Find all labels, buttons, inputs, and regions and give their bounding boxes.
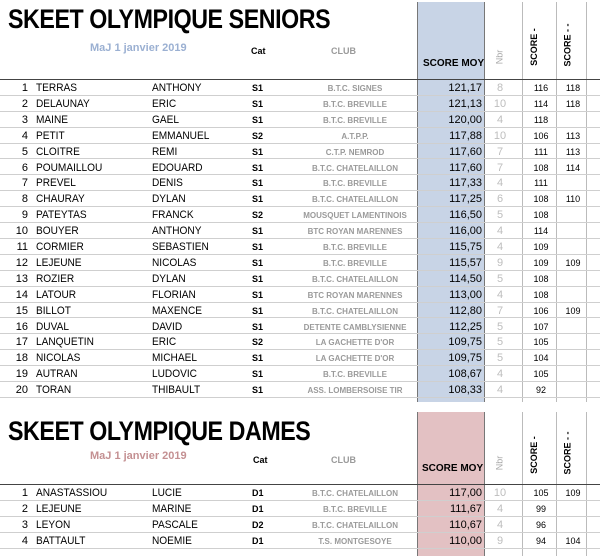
club-cell: B.T.C. CHATELAILLON bbox=[311, 274, 399, 284]
rank-cell: 16 bbox=[15, 320, 28, 333]
prenom-cell: NICOLAS bbox=[152, 256, 197, 269]
score-minus-cell: 116 bbox=[533, 83, 549, 93]
seniors-table-row bbox=[0, 175, 600, 191]
nom-cell: LANQUETIN bbox=[36, 336, 94, 349]
score-minus-minus-cell: 113 bbox=[565, 130, 581, 141]
cat-cell: D1 bbox=[252, 504, 264, 514]
prenom-cell: DYLAN bbox=[152, 193, 186, 206]
prenom-cell: SEBASTIEN bbox=[152, 241, 209, 253]
score-minus-minus-cell: 109 bbox=[565, 257, 581, 268]
cat-cell: S1 bbox=[252, 98, 264, 109]
score-minus-cell: 104 bbox=[533, 353, 549, 364]
nbr-cell: 5 bbox=[496, 209, 504, 222]
prenom-cell: THIBAULT bbox=[152, 384, 201, 397]
nom-cell: PETIT bbox=[36, 129, 65, 142]
rank-cell: 20 bbox=[15, 384, 28, 397]
nbr-cell: 4 bbox=[496, 288, 504, 301]
club-cell: T.S. MONTGESOYE bbox=[318, 537, 392, 546]
seniors-table-row bbox=[0, 287, 600, 303]
rank-cell: 17 bbox=[15, 336, 28, 349]
cat-cell: S1 bbox=[252, 321, 264, 332]
score-moy-cell: 111,67 bbox=[449, 503, 482, 515]
prenom-cell: MAXENCE bbox=[152, 304, 203, 317]
prenom-cell: GAEL bbox=[152, 113, 180, 126]
nom-cell: CORMIER bbox=[36, 241, 84, 253]
nom-cell: BILLOT bbox=[36, 304, 71, 317]
nbr-cell: 5 bbox=[496, 336, 504, 349]
seniors-header-score-moy: SCORE MOY bbox=[423, 58, 485, 69]
club-cell: B.T.C. BREVILLE bbox=[322, 243, 387, 252]
score-minus-cell: 105 bbox=[533, 369, 549, 380]
seniors-table-row bbox=[0, 334, 600, 350]
nbr-cell: 4 bbox=[496, 503, 504, 515]
prenom-cell: DAVID bbox=[152, 320, 183, 333]
nbr-cell: 5 bbox=[496, 352, 504, 365]
club-cell: B.T.C. BREVILLE bbox=[322, 179, 387, 189]
nbr-cell: 7 bbox=[496, 145, 504, 158]
rank-cell: 1 bbox=[21, 487, 28, 499]
score-moy-cell: 112,80 bbox=[449, 304, 482, 317]
rank-cell: 13 bbox=[15, 272, 28, 285]
score-minus-cell: 109 bbox=[533, 242, 549, 252]
seniors-table-row bbox=[0, 382, 600, 398]
seniors-table-row bbox=[0, 144, 600, 160]
nom-cell: PATEYTAS bbox=[36, 209, 87, 222]
cat-cell: D1 bbox=[252, 536, 264, 546]
club-cell: C.T.P. NEMROD bbox=[325, 147, 385, 157]
nom-cell: LATOUR bbox=[36, 288, 77, 301]
seniors-table-row bbox=[0, 223, 600, 239]
seniors-header-club: CLUB bbox=[331, 46, 356, 56]
score-moy-cell: 116,00 bbox=[449, 225, 482, 238]
prenom-cell: DENIS bbox=[152, 177, 183, 190]
prenom-cell: LUDOVIC bbox=[152, 368, 197, 381]
prenom-cell: DYLAN bbox=[152, 272, 186, 285]
dames-table-row bbox=[0, 533, 600, 549]
cat-cell: S1 bbox=[252, 289, 264, 300]
seniors-table-row bbox=[0, 112, 600, 128]
club-cell: B.T.C. CHATELAILLON bbox=[311, 521, 399, 530]
score-minus-minus-cell: 104 bbox=[565, 536, 581, 546]
seniors-table-row bbox=[0, 191, 600, 207]
cat-cell: S2 bbox=[252, 210, 264, 221]
nbr-cell: 5 bbox=[496, 320, 504, 333]
club-cell: LA GACHETTE D'OR bbox=[315, 338, 395, 348]
score-moy-cell: 115,57 bbox=[449, 256, 482, 269]
score-minus-cell: 111 bbox=[534, 146, 548, 157]
score-minus-cell: 111 bbox=[534, 178, 548, 189]
club-cell: DETENTE CAMBLYSIENNE bbox=[303, 322, 407, 332]
score-moy-cell: 116,50 bbox=[449, 209, 482, 222]
score-minus-minus-cell: 118 bbox=[565, 98, 581, 109]
score-minus-cell: 108 bbox=[533, 162, 549, 173]
rank-cell: 2 bbox=[21, 503, 28, 515]
score-moy-cell: 109,75 bbox=[448, 336, 482, 349]
row-divider bbox=[0, 397, 600, 398]
club-cell: B.T.C. CHATELAILLON bbox=[311, 163, 399, 173]
rank-cell: 14 bbox=[15, 288, 28, 301]
seniors-table-row bbox=[0, 128, 600, 144]
nom-cell: PREVEL bbox=[36, 177, 76, 190]
dames-table-row bbox=[0, 517, 600, 533]
rank-cell: 5 bbox=[21, 145, 28, 158]
cat-cell: S1 bbox=[252, 385, 264, 396]
nbr-cell: 10 bbox=[493, 487, 507, 499]
nom-cell: NICOLAS bbox=[36, 352, 81, 365]
nom-cell: TERRAS bbox=[36, 82, 78, 94]
seniors-table-row bbox=[0, 207, 600, 223]
dames-table-row bbox=[0, 485, 600, 501]
cat-cell: S1 bbox=[252, 178, 264, 189]
nom-cell: DELAUNAY bbox=[36, 97, 90, 110]
dames-update-date: MaJ 1 janvier 2019 bbox=[90, 450, 187, 462]
score-moy-cell: 114,50 bbox=[449, 272, 482, 285]
score-moy-cell: 110,67 bbox=[449, 519, 482, 531]
nom-cell: LEYON bbox=[36, 519, 71, 531]
seniors-header-score-minus-minus: SCORE - - bbox=[562, 23, 573, 67]
rank-cell: 18 bbox=[15, 352, 28, 365]
club-cell: B.T.C. BREVILLE bbox=[322, 370, 387, 380]
prenom-cell: ANTHONY bbox=[152, 225, 202, 238]
prenom-cell: MICHAEL bbox=[152, 352, 197, 365]
score-moy-cell: 117,60 bbox=[449, 161, 482, 174]
score-minus-cell: 106 bbox=[533, 305, 549, 316]
rank-cell: 2 bbox=[21, 97, 28, 110]
nbr-cell: 8 bbox=[496, 82, 504, 94]
club-cell: B.T.C. BREVILLE bbox=[322, 505, 387, 514]
score-minus-cell: 109 bbox=[533, 257, 549, 268]
nbr-cell: 10 bbox=[493, 129, 507, 142]
seniors-table-row bbox=[0, 303, 600, 319]
dames-header-score-minus: SCORE - bbox=[528, 436, 539, 474]
club-cell: B.T.C. CHATELAILLON bbox=[311, 489, 399, 498]
cat-cell: D1 bbox=[252, 488, 264, 498]
cat-cell: S1 bbox=[252, 226, 264, 237]
dames-section bbox=[0, 410, 600, 556]
club-cell: B.T.C. CHATELAILLON bbox=[311, 306, 399, 316]
nbr-cell: 5 bbox=[496, 272, 504, 285]
score-minus-minus-cell: 109 bbox=[565, 488, 581, 498]
prenom-cell: FRANCK bbox=[152, 209, 194, 222]
cat-cell: S1 bbox=[252, 353, 264, 364]
club-cell: LA GACHETTE D'OR bbox=[315, 354, 395, 364]
score-minus-cell: 94 bbox=[535, 536, 546, 546]
cat-cell: S1 bbox=[252, 273, 264, 284]
prenom-cell: FLORIAN bbox=[152, 288, 196, 301]
nom-cell: DUVAL bbox=[36, 320, 70, 333]
seniors-update-date: MaJ 1 janvier 2019 bbox=[90, 42, 187, 54]
seniors-table-row bbox=[0, 319, 600, 335]
seniors-table-row bbox=[0, 80, 600, 96]
seniors-header-nbr: Nbr bbox=[494, 49, 505, 65]
score-minus-cell: 96 bbox=[535, 520, 546, 530]
score-moy-cell: 117,88 bbox=[449, 129, 482, 142]
seniors-table-row bbox=[0, 160, 600, 176]
prenom-cell: REMI bbox=[152, 145, 178, 158]
prenom-cell: MARINE bbox=[152, 503, 192, 515]
nbr-cell: 6 bbox=[496, 193, 504, 206]
seniors-title: SKEET OLYMPIQUE SENIORS bbox=[8, 4, 331, 34]
score-minus-cell: 114 bbox=[533, 98, 549, 109]
score-moy-cell: 108,67 bbox=[448, 368, 482, 381]
score-moy-cell: 117,25 bbox=[449, 193, 482, 206]
seniors-header-score-minus: SCORE - bbox=[528, 28, 539, 66]
cat-cell: S1 bbox=[252, 242, 264, 252]
rank-cell: 3 bbox=[21, 519, 28, 531]
nbr-cell: 10 bbox=[493, 97, 507, 110]
rank-cell: 3 bbox=[21, 113, 28, 126]
cat-cell: S1 bbox=[252, 83, 264, 93]
nbr-cell: 7 bbox=[496, 161, 504, 174]
rank-cell: 1 bbox=[21, 82, 28, 94]
nom-cell: POUMAILLOU bbox=[36, 161, 103, 174]
score-minus-cell: 105 bbox=[533, 488, 549, 498]
score-minus-cell: 108 bbox=[533, 194, 549, 205]
cat-cell: S2 bbox=[252, 337, 264, 348]
club-cell: B.T.C. BREVILLE bbox=[322, 115, 387, 125]
score-minus-cell: 106 bbox=[533, 130, 549, 141]
nbr-cell: 4 bbox=[496, 113, 504, 126]
nbr-cell: 4 bbox=[496, 241, 504, 253]
score-moy-cell: 110,00 bbox=[449, 535, 482, 547]
cat-cell: S1 bbox=[252, 369, 264, 380]
dames-title: SKEET OLYMPIQUE DAMES bbox=[8, 416, 311, 446]
score-minus-minus-cell: 113 bbox=[565, 146, 581, 157]
nbr-cell: 9 bbox=[496, 535, 504, 547]
prenom-cell: ERIC bbox=[152, 97, 177, 110]
rank-cell: 4 bbox=[21, 129, 28, 142]
club-cell: BTC ROYAN MARENNES bbox=[307, 227, 403, 237]
club-cell: B.T.C. BREVILLE bbox=[322, 258, 387, 268]
nom-cell: LEJEUNE bbox=[36, 256, 82, 269]
prenom-cell: NOEMIE bbox=[152, 535, 192, 547]
score-minus-cell: 108 bbox=[533, 289, 549, 300]
score-minus-minus-cell: 114 bbox=[565, 162, 581, 173]
nom-cell: TORAN bbox=[36, 384, 72, 397]
score-minus-cell: 92 bbox=[535, 385, 546, 396]
row-divider bbox=[0, 548, 600, 549]
rank-cell: 10 bbox=[15, 225, 28, 238]
nom-cell: LEJEUNE bbox=[36, 503, 82, 515]
rank-cell: 15 bbox=[15, 304, 28, 317]
score-moy-cell: 112,25 bbox=[449, 320, 482, 333]
rank-cell: 19 bbox=[15, 368, 28, 381]
score-minus-cell: 118 bbox=[533, 114, 549, 125]
score-moy-cell: 108,33 bbox=[448, 384, 482, 397]
rank-cell: 8 bbox=[21, 193, 28, 206]
rank-cell: 11 bbox=[16, 241, 28, 253]
nom-cell: ANASTASSIOU bbox=[36, 487, 108, 499]
nbr-cell: 4 bbox=[496, 177, 504, 190]
cat-cell: S2 bbox=[252, 130, 264, 141]
prenom-cell: LUCIE bbox=[152, 487, 182, 499]
score-minus-cell: 108 bbox=[533, 273, 549, 284]
club-cell: B.T.C. CHATELAILLON bbox=[311, 195, 399, 205]
score-minus-minus-cell: 118 bbox=[565, 83, 581, 93]
club-cell: BTC ROYAN MARENNES bbox=[307, 290, 403, 300]
rank-cell: 9 bbox=[21, 209, 28, 222]
score-minus-cell: 105 bbox=[533, 337, 549, 348]
nom-cell: AUTRAN bbox=[36, 368, 78, 381]
seniors-table-row bbox=[0, 271, 600, 287]
seniors-header-cat: Cat bbox=[251, 46, 266, 56]
score-moy-cell: 121,13 bbox=[448, 97, 482, 110]
cat-cell: S1 bbox=[252, 257, 264, 268]
club-cell: B.T.C. BREVILLE bbox=[322, 99, 387, 109]
score-minus-minus-cell: 109 bbox=[565, 305, 581, 316]
club-cell: ASS. LOMBERSOISE TIR bbox=[307, 386, 403, 396]
score-moy-cell: 121,17 bbox=[448, 82, 482, 94]
nbr-cell: 9 bbox=[496, 256, 504, 269]
score-moy-cell: 120,00 bbox=[448, 113, 482, 126]
score-minus-cell: 107 bbox=[533, 321, 549, 332]
prenom-cell: ANTHONY bbox=[152, 82, 202, 94]
nom-cell: BATTAULT bbox=[36, 535, 86, 547]
prenom-cell: PASCALE bbox=[152, 519, 198, 531]
club-cell: B.T.C. SIGNES bbox=[327, 84, 383, 93]
rank-cell: 12 bbox=[15, 256, 28, 269]
cat-cell: D2 bbox=[252, 520, 264, 530]
dames-header-nbr: Nbr bbox=[494, 455, 505, 471]
score-minus-cell: 114 bbox=[533, 226, 549, 237]
cat-cell: S1 bbox=[252, 162, 264, 173]
score-moy-cell: 117,00 bbox=[449, 487, 482, 499]
prenom-cell: EMMANUEL bbox=[152, 129, 210, 142]
nom-cell: MAINE bbox=[36, 113, 69, 126]
prenom-cell: ERIC bbox=[152, 336, 177, 349]
nbr-cell: 4 bbox=[496, 368, 504, 381]
dames-header-club: CLUB bbox=[331, 455, 356, 465]
cat-cell: S1 bbox=[252, 194, 264, 205]
prenom-cell: EDOUARD bbox=[152, 161, 203, 174]
seniors-table-row bbox=[0, 255, 600, 271]
rank-cell: 4 bbox=[21, 535, 28, 547]
seniors-table-row bbox=[0, 239, 600, 255]
dames-header-score-minus-minus: SCORE - - bbox=[562, 431, 573, 475]
score-moy-cell: 113,00 bbox=[449, 288, 482, 301]
dames-header-score-moy: SCORE MOY bbox=[422, 463, 484, 474]
nbr-cell: 4 bbox=[496, 225, 504, 238]
seniors-table-row bbox=[0, 350, 600, 366]
dames-header-cat: Cat bbox=[253, 455, 268, 465]
nom-cell: CHAURAY bbox=[36, 193, 85, 206]
nom-cell: ROZIER bbox=[36, 272, 75, 285]
club-cell: MOUSQUET LAMENTINOIS bbox=[303, 211, 407, 221]
nom-cell: BOUYER bbox=[36, 225, 79, 238]
nom-cell: CLOITRE bbox=[36, 145, 80, 158]
rank-cell: 7 bbox=[21, 177, 28, 190]
score-moy-cell: 117,33 bbox=[449, 177, 482, 190]
score-minus-cell: 99 bbox=[535, 504, 546, 514]
nbr-cell: 7 bbox=[496, 304, 504, 317]
score-minus-cell: 108 bbox=[533, 210, 549, 221]
dames-table-row bbox=[0, 501, 600, 517]
nbr-cell: 4 bbox=[496, 519, 504, 531]
cat-cell: S1 bbox=[252, 305, 264, 316]
score-moy-cell: 109,75 bbox=[448, 352, 482, 365]
seniors-table-row bbox=[0, 366, 600, 382]
rank-cell: 6 bbox=[21, 161, 28, 174]
score-minus-minus-cell: 110 bbox=[565, 194, 581, 205]
nbr-cell: 4 bbox=[496, 384, 504, 397]
score-moy-cell: 117,60 bbox=[449, 145, 482, 158]
cat-cell: S1 bbox=[252, 146, 264, 157]
club-cell: A.T.P.P. bbox=[341, 131, 369, 141]
cat-cell: S1 bbox=[252, 114, 264, 125]
score-moy-cell: 115,75 bbox=[449, 241, 482, 253]
seniors-table-row bbox=[0, 96, 600, 112]
